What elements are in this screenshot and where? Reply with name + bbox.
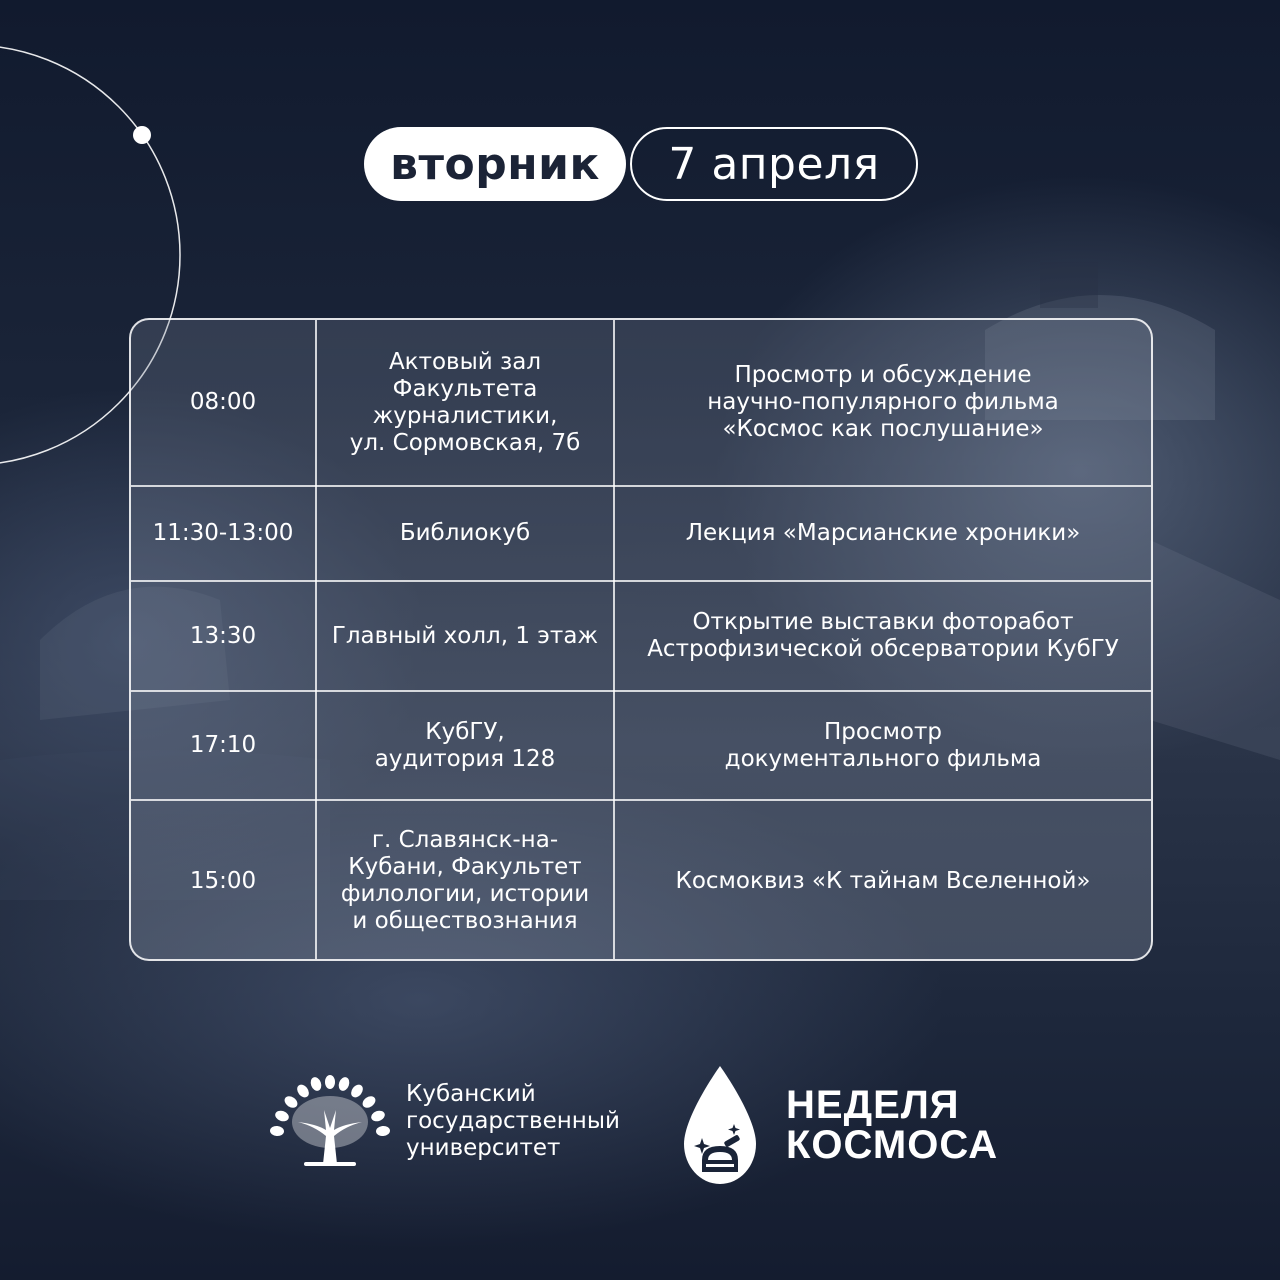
place-cell: Актовый зал Факультета журналистики, ул. Сормовская, 7б (316, 320, 614, 486)
table-row (131, 691, 1151, 800)
event-cell: Лекция «Марсианские хроники» (614, 486, 1151, 581)
table-row (131, 800, 1151, 961)
event-name: НЕДЕЛЯ КОСМОСА (786, 1083, 999, 1167)
university-name: Кубанский государственный университет (406, 1080, 620, 1161)
schedule-panel (129, 318, 1153, 961)
time-cell: 11:30-13:00 (131, 486, 316, 581)
tree-icon (268, 1074, 392, 1168)
table-row (131, 581, 1151, 691)
table-row (131, 486, 1151, 581)
date-badge: 7 апреля (630, 127, 918, 201)
place-cell: г. Славянск-на- Кубани, Факультет филологии, истории и обществознания (316, 800, 614, 961)
place-cell: Библиокуб (316, 486, 614, 581)
event-cell: Просмотр документального фильма (614, 691, 1151, 800)
event-cell: Космоквиз «К тайнам Вселенной» (614, 800, 1151, 961)
event-cell: Открытие выставки фоторабот Астрофизической обсерватории КубГУ (614, 581, 1151, 691)
time-cell: 17:10 (131, 691, 316, 800)
schedule-table (131, 320, 1151, 961)
time-cell: 13:30 (131, 581, 316, 691)
kubsu-logo (268, 1074, 620, 1168)
table-row (131, 320, 1151, 486)
event-cell: Просмотр и обсуждение научно-популярного фильма «Космос как послушание» (614, 320, 1151, 486)
space-week-logo (680, 1064, 998, 1186)
place-cell: Главный холл, 1 этаж (316, 581, 614, 691)
place-cell: КубГУ, аудитория 128 (316, 691, 614, 800)
observatory-drop-icon (680, 1064, 760, 1186)
time-cell: 08:00 (131, 320, 316, 486)
weekday-badge: вторник (364, 127, 626, 201)
date-header (364, 126, 918, 202)
time-cell: 15:00 (131, 800, 316, 961)
